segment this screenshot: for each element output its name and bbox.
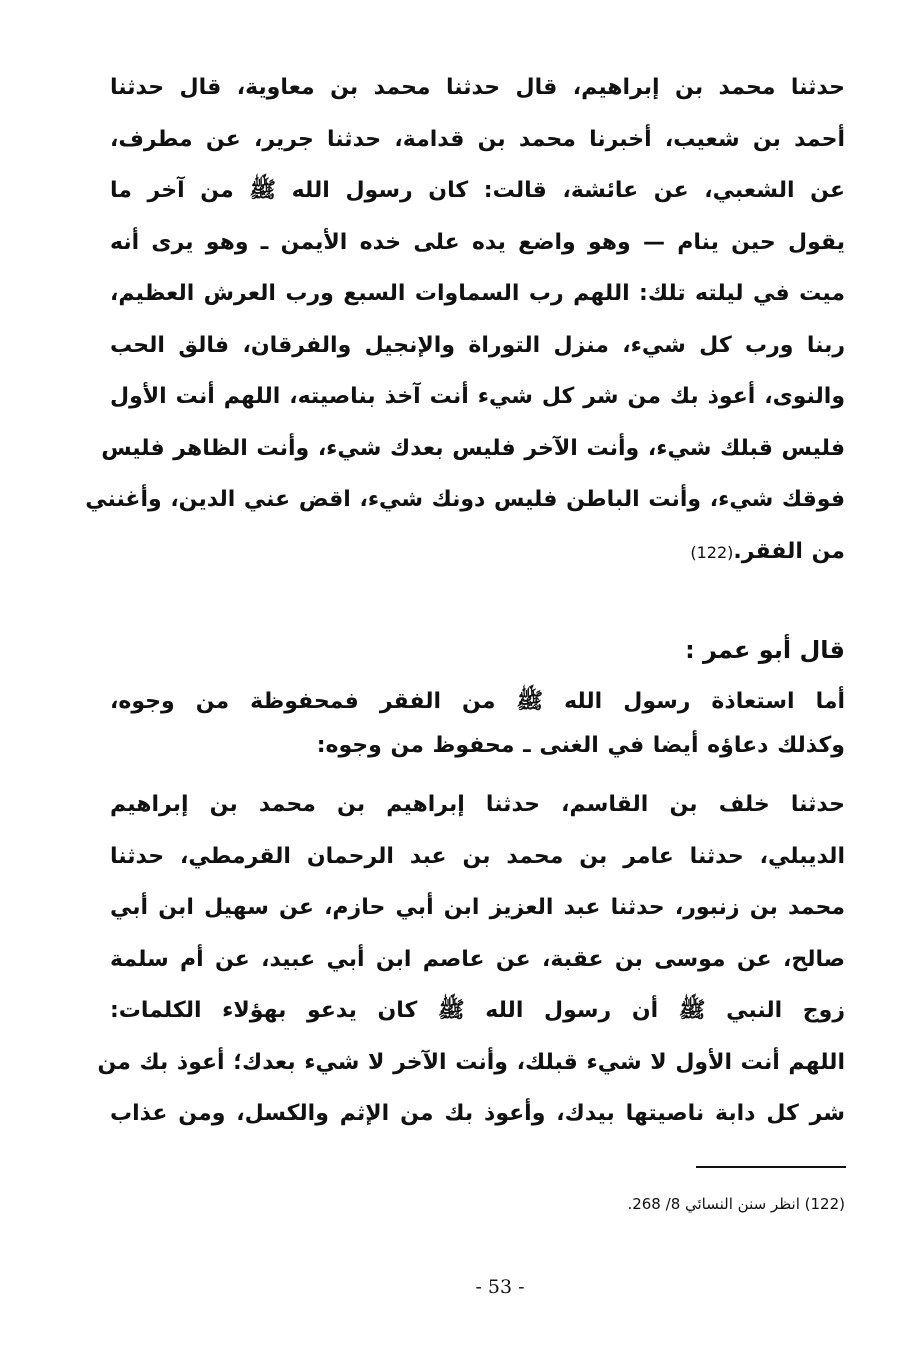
footnote-divider xyxy=(696,1166,846,1168)
text-line: محمد بن زنبور، حدثنا عبد العزيز ابن أبي حازم، عن سهيل ابن أبي xyxy=(110,895,845,920)
text-line: حدثنا خلف بن القاسم، حدثنا إبراهيم بن محمد بن إبراهيم xyxy=(110,792,845,817)
text-line: اللهم أنت الأول لا شيء قبلك، وأنت الآخر لا شيء بعدك؛ أعوذ بك من xyxy=(97,1049,845,1075)
paragraph-hadith-aisha xyxy=(85,62,845,578)
text-line: عن الشعبي، عن عائشة، قالت: كان رسول الله ﷺ من آخر ما xyxy=(110,178,845,203)
paragraph-hadith-umm-salama xyxy=(97,779,845,1140)
text-line: فوقك شيء، وأنت الباطن فليس دونك شيء، اقض عني الدين، وأغنني xyxy=(85,487,845,512)
text-line: شر كل دابة ناصيتها بيدك، وأعوذ بك من الإثم والكسل، ومن عذاب xyxy=(110,1101,845,1126)
page-number: - 53 - xyxy=(475,1276,525,1298)
text-line: صالح، عن موسى بن عقبة، عن عاصم ابن أبي عبيد، عن أم سلمة xyxy=(110,946,845,972)
text-line: أما استعاذة رسول الله ﷺ من الفقر فمحفوظة من وجوه، xyxy=(110,689,845,714)
text-line: حدثنا محمد بن إبراهيم، قال حدثنا محمد بن معاوية، قال حدثنا xyxy=(110,75,845,100)
text-line: زوج النبي ﷺ أن رسول الله ﷺ كان يدعو بهؤلاء الكلمات: xyxy=(110,998,845,1023)
text-line-last: وكذلك دعاؤه أيضا في الغنى ـ محفوظ من وجوه: xyxy=(316,733,845,758)
footnote-text: (122) انظر سنن النسائي 8/ 268. xyxy=(627,1195,845,1213)
text-line: يقول حين ينام — وهو واضع يده على خده الأيمن ـ وهو يرى أنه xyxy=(110,229,845,255)
text-line-last xyxy=(110,526,845,579)
section-heading: قال أبو عمر : xyxy=(685,636,845,664)
text-line: أحمد بن شعيب، أخبرنا محمد بن قدامة، حدثنا جرير، عن مطرف، xyxy=(110,126,845,152)
footnote-reference: (122) xyxy=(690,542,734,562)
text-line: فليس قبلك شيء، وأنت الآخر فليس بعدك شيء، وأنت الظاهر فليس xyxy=(101,435,845,461)
text-line: ميت في ليلته تلك: اللهم رب السماوات السبع ورب العرش العظيم، xyxy=(110,281,845,306)
text-line: والنوى، أعوذ بك من شر كل شيء أنت آخذ بناصيته، اللهم أنت الأول xyxy=(110,384,845,409)
paragraph-commentary xyxy=(110,680,845,768)
text-line: الديبلي، حدثنا عامر بن محمد بن عبد الرحمان القرمطي، حدثنا xyxy=(110,843,845,869)
text-fragment: من الفقر. xyxy=(733,538,845,564)
text-line: ربنا ورب كل شيء، منزل التوراة والإنجيل والفرقان، فالق الحب xyxy=(110,332,845,358)
